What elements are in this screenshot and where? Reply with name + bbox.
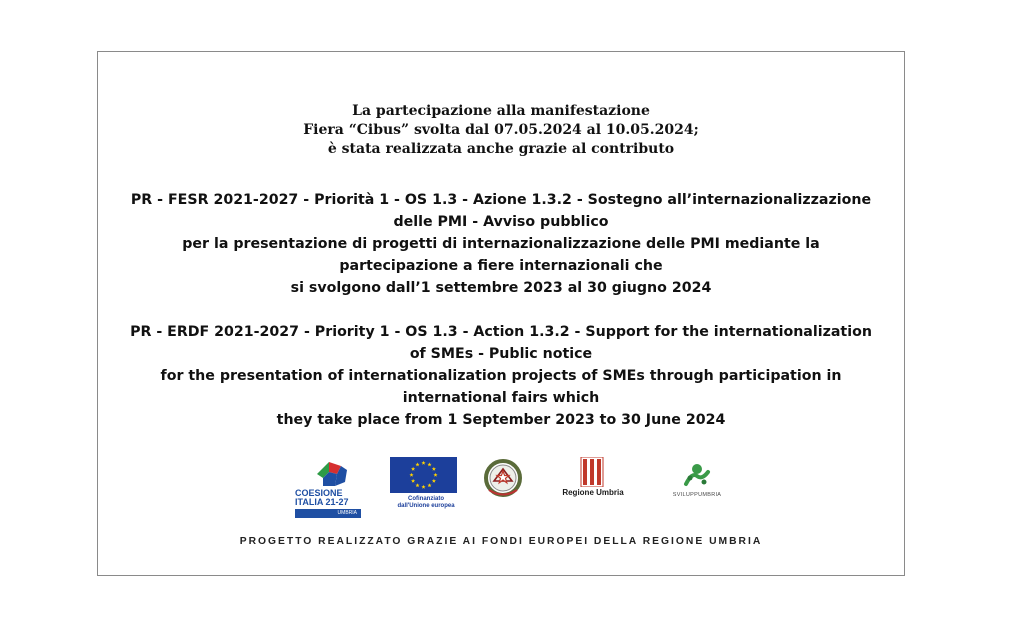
notice-frame	[97, 51, 905, 576]
eu-caption	[390, 496, 462, 510]
coesione-italia-logo	[295, 456, 367, 524]
eu-flag-icon	[390, 457, 457, 493]
regione-umbria-label: Regione Umbria	[562, 488, 624, 497]
italian-program-text	[98, 189, 904, 299]
english-line: of SMEs - Public notice	[409, 346, 593, 362]
coesione-line2: ITALIA 21-27	[295, 497, 349, 507]
regione-umbria-logo	[553, 457, 633, 497]
english-line: they take place from 1 September 2023 to 30 June 2024	[276, 412, 726, 428]
intro-line: La partecipazione alla manifestazione	[352, 103, 650, 119]
italian-republic-emblem	[481, 457, 525, 501]
sviluppumbria-logo	[665, 462, 729, 507]
english-program-text	[98, 321, 904, 431]
eu-star	[411, 467, 415, 471]
eu-star	[433, 473, 437, 477]
italian-line: si svolgono dall’1 settembre 2023 al 30 giugno 2024	[290, 280, 712, 296]
eu-caption-line2: dall'Unione europea	[397, 503, 455, 509]
regione-umbria-banner-icon	[580, 457, 604, 487]
eu-star	[409, 473, 413, 477]
eu-star	[421, 485, 425, 489]
eu-star	[427, 462, 431, 466]
eu-star	[415, 462, 419, 466]
english-line: for the presentation of internationalization projects of SMEs through participation in	[160, 368, 842, 384]
intro-line: Fiera “Cibus” svolta dal 07.05.2024 al 10.05.2024;	[303, 122, 699, 138]
emblem-icon	[481, 457, 525, 501]
eu-star	[411, 479, 415, 483]
eu-star	[415, 483, 419, 487]
intro-line: è stata realizzata anche grazie al contributo	[327, 141, 675, 157]
italian-line: delle PMI - Avviso pubblico	[393, 214, 609, 230]
coesione-wordmark	[295, 489, 367, 507]
eu-caption-line1: Cofinanziato	[408, 496, 444, 502]
eu-star	[427, 483, 431, 487]
sviluppumbria-icon	[682, 462, 712, 490]
english-line: PR - ERDF 2021-2027 - Priority 1 - OS 1.3 - Action 1.3.2 - Support for the internationalization	[130, 324, 872, 340]
coesione-strip: UMBRIA	[295, 509, 361, 518]
italian-line: per la presentazione di progetti di internazionalizzazione delle PMI mediante la	[182, 236, 820, 252]
eu-star	[432, 467, 436, 471]
italian-line: partecipazione a fiere internazionali che	[339, 258, 663, 274]
intro-text	[98, 102, 904, 159]
eu-star	[432, 479, 436, 483]
logo-row	[98, 452, 904, 527]
english-line: international fairs which	[402, 390, 600, 406]
sviluppumbria-label: SVILUPPUMBRIA	[672, 492, 722, 498]
eu-star	[421, 461, 425, 465]
coesione-line1: COESIONE	[295, 488, 343, 498]
italian-line: PR - FESR 2021-2027 - Priorità 1 - OS 1.3 - Azione 1.3.2 - Sostegno all’internazionalizzazione	[130, 192, 872, 208]
footer-credit: PROGETTO REALIZZATO GRAZIE AI FONDI EUROPEI DELLA REGIONE UMBRIA	[239, 536, 763, 547]
coesione-italia-icon	[315, 456, 349, 488]
eu-cofunded-logo	[390, 457, 462, 517]
